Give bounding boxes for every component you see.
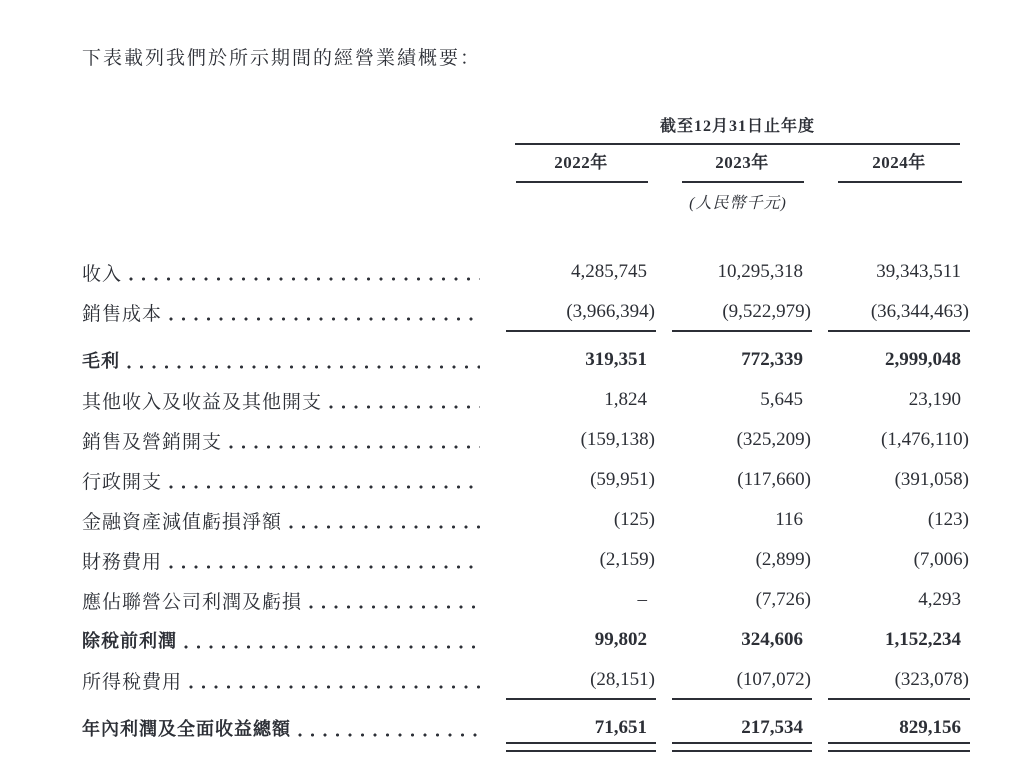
table-row-profit-for-year	[82, 708, 970, 748]
value-cell-2023: (9,522,979)	[672, 292, 812, 332]
row-label: 毛利	[82, 351, 120, 371]
year-header-row	[82, 145, 970, 183]
value-cell-2023: (107,072)	[672, 660, 812, 700]
value-cell-2024: (7,006)	[913, 549, 969, 570]
column-header-2024: 2024年	[828, 145, 970, 183]
table-row-income-tax	[82, 660, 970, 700]
table-row-gross-profit	[82, 340, 970, 380]
value-cell-2023: 5,645	[760, 389, 803, 410]
table-row-share-of-associates	[82, 580, 970, 620]
value-cell-2023: (117,660)	[737, 469, 811, 490]
column-header-2023: 2023年	[672, 145, 812, 183]
value-cell-2023: 217,534	[672, 708, 812, 748]
table-row-admin-expenses	[82, 460, 970, 500]
dot-leader	[180, 620, 480, 660]
value-cell-2022: 99,802	[594, 629, 647, 650]
row-label: 金融資產減值虧損淨額	[82, 511, 283, 533]
row-label: 收入	[82, 263, 123, 285]
currency-unit-note: (人民幣千元)	[689, 195, 787, 212]
row-label: 銷售成本	[82, 303, 163, 325]
row-label: 銷售及營銷開支	[82, 431, 223, 453]
value-cell-2024: (1,476,110)	[881, 429, 969, 450]
value-cell-2024: (391,058)	[894, 469, 969, 490]
value-cell-2024: 39,343,511	[876, 261, 961, 282]
value-cell-2023: 10,295,318	[717, 261, 803, 282]
row-label: 其他收入及收益及其他開支	[82, 391, 323, 413]
value-cell-2022: (159,138)	[580, 429, 655, 450]
dot-leader	[225, 420, 480, 460]
row-label: 所得稅費用	[82, 671, 183, 693]
row-label: 財務費用	[82, 551, 163, 573]
table-row-selling-expenses	[82, 420, 970, 460]
table-row-cost-of-sales	[82, 292, 970, 332]
dot-leader	[325, 380, 480, 420]
dot-leader	[165, 540, 480, 580]
value-cell-2022: 319,351	[585, 349, 647, 370]
row-label: 應佔聯營公司利潤及虧損	[82, 591, 303, 613]
value-cell-2023: (7,726)	[755, 589, 811, 610]
table-row-other-income	[82, 380, 970, 420]
table-row-finance-costs	[82, 540, 970, 580]
value-cell-2024: 2,999,048	[885, 349, 961, 370]
dot-leader	[294, 708, 480, 748]
document-page	[82, 45, 970, 748]
intro-paragraph: 下表載列我們於所示期間的經營業績概要：	[82, 48, 482, 69]
row-label: 除稅前利潤	[82, 631, 177, 651]
value-cell-2022: (59,951)	[590, 469, 655, 490]
table-row-revenue	[82, 252, 970, 292]
value-cell-2024: 23,190	[908, 389, 961, 410]
value-cell-2022: 1,824	[604, 389, 647, 410]
value-cell-2024: (323,078)	[828, 660, 970, 700]
value-cell-2022: (28,151)	[506, 660, 656, 700]
value-cell-2024: (123)	[927, 509, 969, 530]
value-cell-2024: (36,344,463)	[828, 292, 970, 332]
value-cell-2022: 71,651	[506, 708, 656, 748]
value-cell-2024: 4,293	[918, 589, 961, 610]
table-body	[82, 252, 970, 748]
dot-leader	[123, 340, 480, 380]
dot-leader	[185, 660, 480, 700]
value-cell-2022: (2,159)	[599, 549, 655, 570]
table-row-profit-before-tax	[82, 620, 970, 660]
period-header: 截至12月31日止年度	[515, 113, 960, 145]
value-cell-2022: (3,966,394)	[506, 292, 656, 332]
value-cell-2022: –	[637, 589, 647, 610]
dot-leader	[165, 292, 480, 332]
value-cell-2023: 324,606	[741, 629, 803, 650]
dot-leader	[165, 460, 480, 500]
dot-leader	[125, 252, 480, 292]
value-cell-2023: (2,899)	[755, 549, 811, 570]
value-cell-2024: 1,152,234	[885, 629, 961, 650]
row-label: 行政開支	[82, 471, 163, 493]
value-cell-2022: 4,285,745	[571, 261, 647, 282]
value-cell-2023: (325,209)	[736, 429, 811, 450]
value-cell-2023: 772,339	[741, 349, 803, 370]
financial-results-table	[82, 113, 970, 748]
dot-leader	[305, 580, 480, 620]
table-row-impairment-losses	[82, 500, 970, 540]
column-header-2022: 2022年	[506, 145, 656, 183]
dot-leader	[285, 500, 480, 540]
value-cell-2024: 829,156	[828, 708, 970, 748]
value-cell-2023: 116	[775, 509, 803, 530]
value-cell-2022: (125)	[613, 509, 655, 530]
row-label: 年內利潤及全面收益總額	[82, 719, 291, 739]
